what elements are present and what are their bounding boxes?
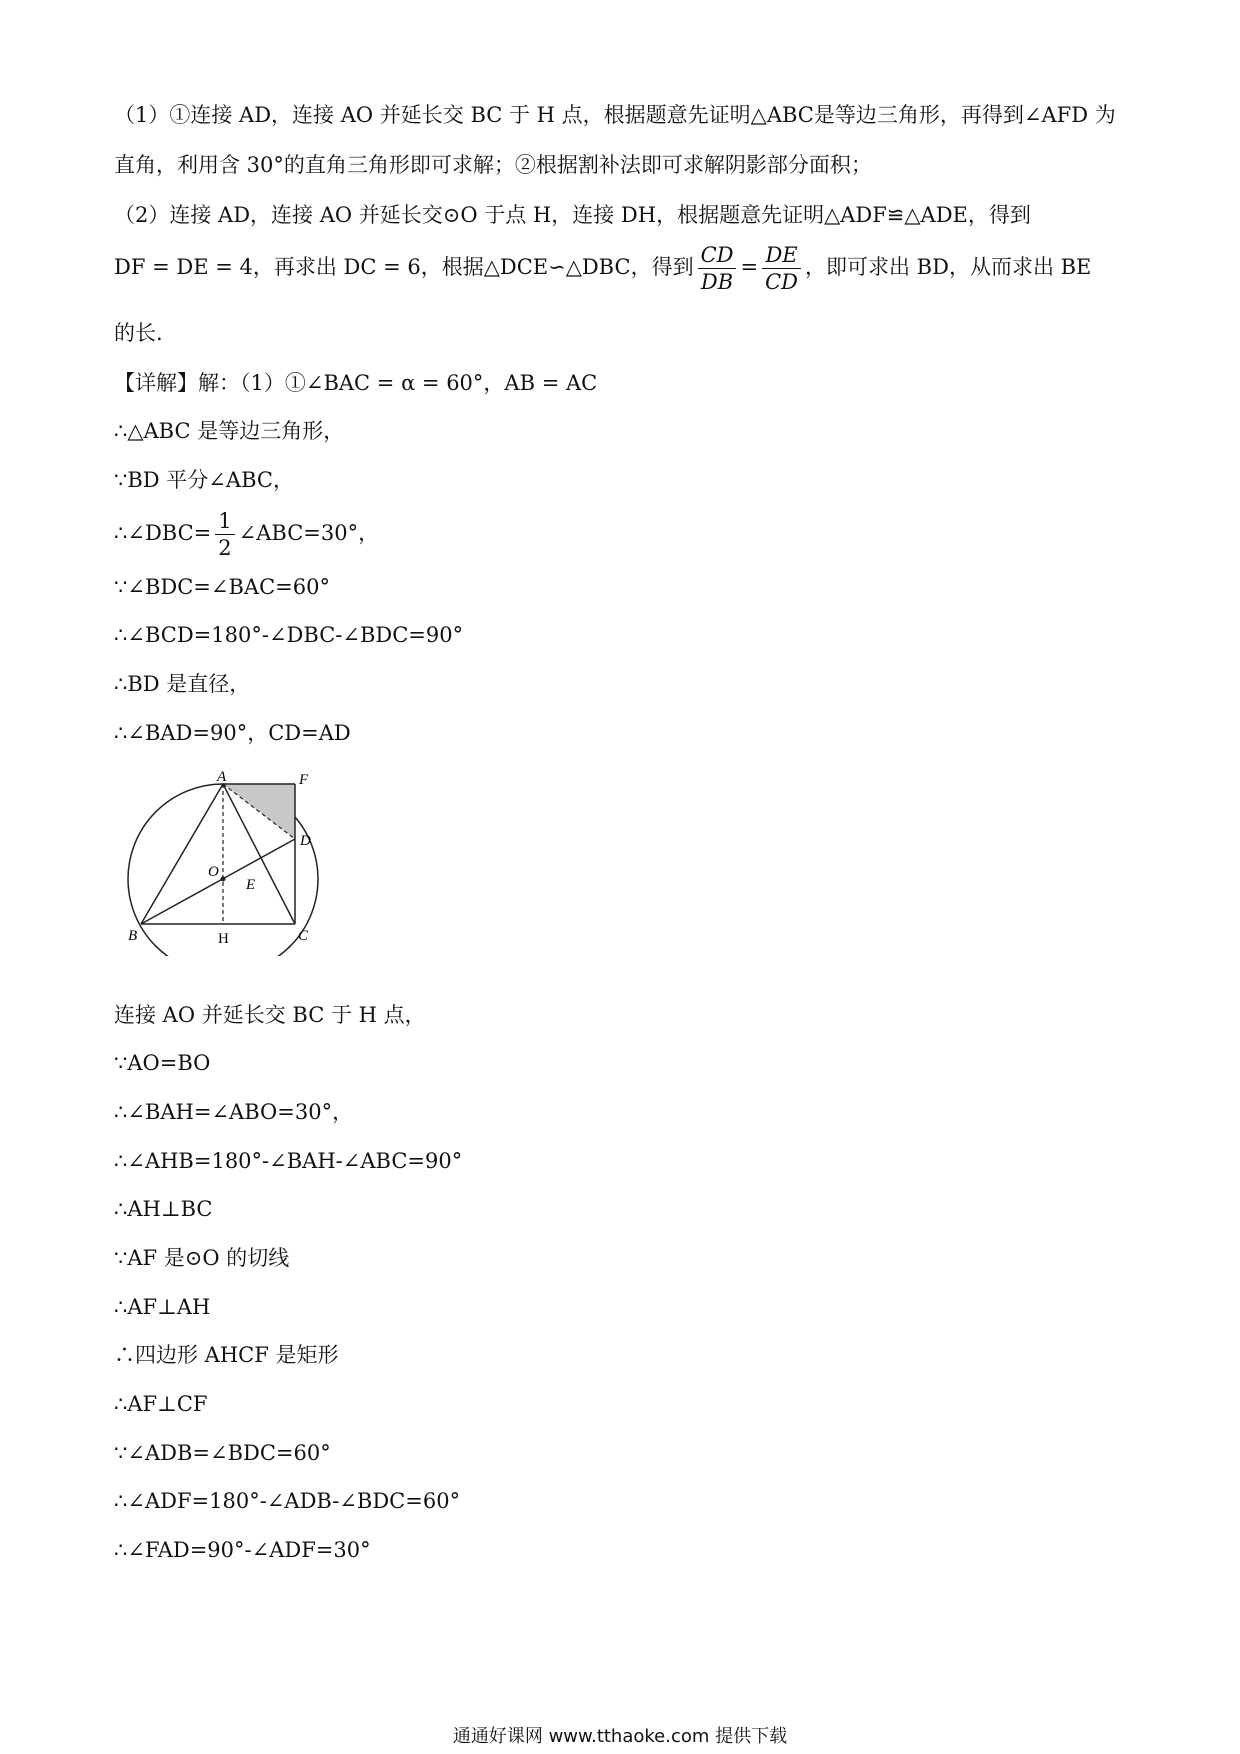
label-a: A: [217, 769, 227, 785]
label-o: O: [208, 864, 219, 880]
fraction-denominator: 2: [218, 536, 232, 560]
solution-line: ∴∠FAD=90°-∠ADF=30°: [114, 1538, 371, 1562]
analysis-line-4: [114, 237, 1140, 297]
label-h: H: [218, 931, 229, 947]
solution-line: ∴四边形 AHCF 是矩形: [114, 1343, 339, 1367]
solution-line: ∴∠AHB=180°-∠BAH-∠ABC=90°: [114, 1149, 463, 1173]
solution-line: ∴AH⊥BC: [114, 1197, 213, 1221]
solution-line: ∴AF⊥AH: [114, 1295, 211, 1319]
geometry-diagram: [120, 768, 370, 956]
solution-line: ∵∠ADB=∠BDC=60°: [114, 1441, 331, 1465]
solution-line: ∵AF 是⊙O 的切线: [114, 1246, 290, 1270]
label-c: C: [298, 928, 309, 944]
solution-line: ∴BD 是直径，: [114, 672, 251, 696]
fraction-denominator: DB: [700, 270, 734, 294]
solution-line: ∴∠BCD=180°-∠DBC-∠BDC=90°: [114, 623, 464, 647]
label-e: E: [246, 877, 256, 893]
center-point-o: [221, 877, 226, 882]
segment-bd: [141, 839, 295, 924]
analysis-line-5: 的长.: [114, 321, 163, 345]
analysis-line-3: （2）连接 AD，连接 AO 并延长交⊙O 于点 H，连接 DH，根据题意先证明△ADF≌△ADE，得到: [114, 203, 1031, 227]
label-f: F: [299, 772, 309, 788]
fraction-one-half: [215, 508, 234, 561]
solution-line: ∴△ABC 是等边三角形，: [114, 419, 345, 443]
solution-line: 【详解】解：（1）①∠BAC = α = 60°，AB = AC: [114, 371, 598, 395]
solution-line: ∴AF⊥CF: [114, 1392, 208, 1416]
fraction-denominator: CD: [765, 270, 798, 294]
analysis-line-2: 直角，利用含 30°的直角三角形即可求解；②根据割补法即可求解阴影部分面积；: [114, 153, 872, 177]
fraction-de-cd: [762, 242, 801, 295]
analysis-line-1: （1）①连接 AD，连接 AO 并延长交 BC 于 H 点，根据题意先证明△ABC是等边三角形，再得到∠AFD 为: [114, 103, 1116, 127]
label-b: B: [128, 928, 138, 944]
fraction-cd-db: [698, 242, 737, 295]
solution-line: ∴∠BAD=90°，CD=AD: [114, 721, 351, 745]
analysis-line-4-text: DF = DE = 4，再求出 DC = 6，根据△DCE∽△DBC，得到: [114, 255, 694, 279]
half-prefix: ∴∠DBC=: [114, 521, 212, 545]
solution-line: ∵AO=BO: [114, 1051, 211, 1075]
equals-sign: =: [740, 255, 759, 279]
page-footer: 通通好课网 www.tthaoke.com 提供下载: [452, 1726, 788, 1747]
fraction-numerator: 1: [215, 508, 234, 535]
analysis-line-4-tail: ，即可求出 BD，从而求出 BE: [805, 255, 1092, 279]
solution-line: ∴∠ADF=180°-∠ADB-∠BDC=60°: [114, 1489, 461, 1513]
solution-line-half: [114, 503, 1140, 563]
fraction-numerator: DE: [762, 242, 801, 269]
solution-line: ∴∠BAH=∠ABO=30°，: [114, 1100, 354, 1124]
segment-ab: [141, 784, 223, 924]
label-d: D: [300, 833, 311, 849]
solution-line: 连接 AO 并延长交 BC 于 H 点，: [114, 1003, 426, 1027]
fraction-numerator: CD: [698, 242, 737, 269]
solution-line: ∵∠BDC=∠BAC=60°: [114, 575, 330, 599]
half-suffix: ∠ABC=30°，: [238, 521, 380, 545]
solution-line: ∵BD 平分∠ABC，: [114, 468, 294, 492]
